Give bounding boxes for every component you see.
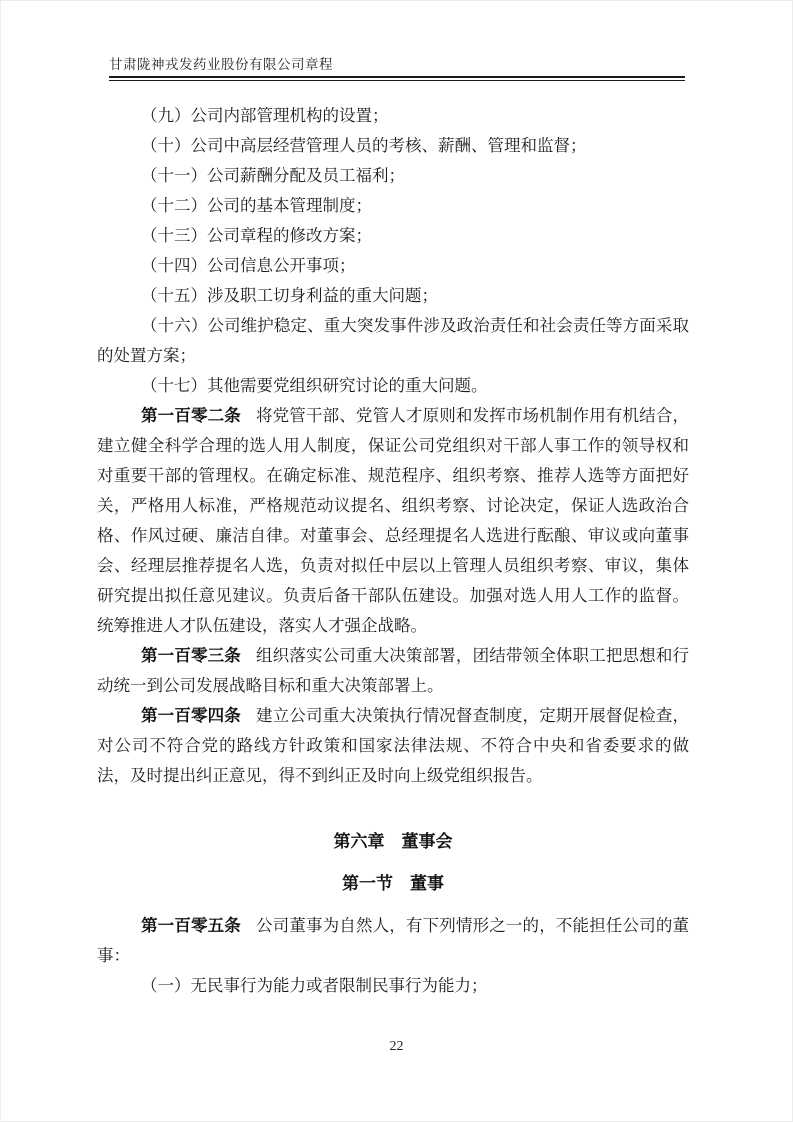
list-item-11: （十一）公司薪酬分配及员工福利；	[141, 166, 405, 185]
list-item-15: （十五）涉及职工切身利益的重大问题；	[141, 286, 438, 305]
article-105-text: 公司董事为自然人，有下列情形之一的，不能担任公司的董事：	[97, 916, 690, 965]
page-footer	[1, 1037, 792, 1055]
section-heading: 第一节 董事	[342, 874, 444, 893]
list-item-17: （十七）其他需要党组织研究讨论的重大问题。	[141, 376, 488, 395]
article-103-text: 组织落实公司重大决策部署，团结带领全体职工把思想和行动统一到公司发展战略目标和重大决策部署上。	[97, 646, 690, 695]
article-105	[97, 911, 689, 971]
header-rule	[109, 76, 685, 81]
list-item-13: （十三）公司章程的修改方案；	[141, 226, 372, 245]
article-102-text: 将党管干部、党管人才原则和发挥市场机制作用有机结合，建立健全科学合理的选人用人制度，保证公司党组织对干部人事工作的领导权和对重要干部的管理权。在确定标准、规范程序、组织考察、推荐人选等方面把好关，严格用人标准，严格规范动议提名、组织考察、讨论决定，保证人选政治合格、作风过硬、廉洁自律。对董事会、总经理提名人选进行酝酿、审议或向董事会、经理层推荐提名人选，负责对拟任中层以上管理人员组织考察、审议，集体研究提出拟任意见建议。负责后备干部队伍建设。加强对选人用人工作的监督。统筹推进人才队伍建设，落实人才强企战略。	[97, 406, 690, 635]
article-104-number: 第一百零四条	[141, 707, 241, 725]
page-header	[109, 57, 685, 81]
list-item-10: （十）公司中高层经营管理人员的考核、薪酬、管理和监督；	[141, 136, 587, 155]
page-number: 22	[389, 1039, 404, 1054]
article-102-number: 第一百零二条	[141, 407, 241, 425]
list-item-16: （十六）公司维护稳定、重大突发事件涉及政治责任和社会责任等方面采取的处置方案；	[97, 316, 689, 365]
header-title: 甘肃陇神戎发药业股份有限公司章程	[109, 57, 333, 72]
list-item-12: （十二）公司的基本管理制度；	[141, 196, 372, 215]
list-item-14: （十四）公司信息公开事项；	[141, 256, 356, 275]
article-103-number: 第一百零三条	[141, 647, 241, 665]
list-item-9: （九）公司内部管理机构的设置；	[141, 106, 389, 125]
article-104	[97, 701, 689, 791]
article-104-text: 建立公司重大决策执行情况督查制度，定期开展督促检查，对公司不符合党的路线方针政策和国家法律法规、不符合中央和省委要求的做法，及时提出纠正意见，得不到纠正及时向上级党组织报告。	[97, 706, 690, 785]
article-102	[97, 401, 689, 641]
article-105-number: 第一百零五条	[141, 917, 241, 935]
document-body	[97, 101, 689, 1001]
chapter-heading: 第六章 董事会	[333, 832, 453, 851]
list-item-1: （一）无民事行为能力或者限制民事行为能力；	[141, 976, 488, 995]
article-103	[97, 641, 689, 701]
